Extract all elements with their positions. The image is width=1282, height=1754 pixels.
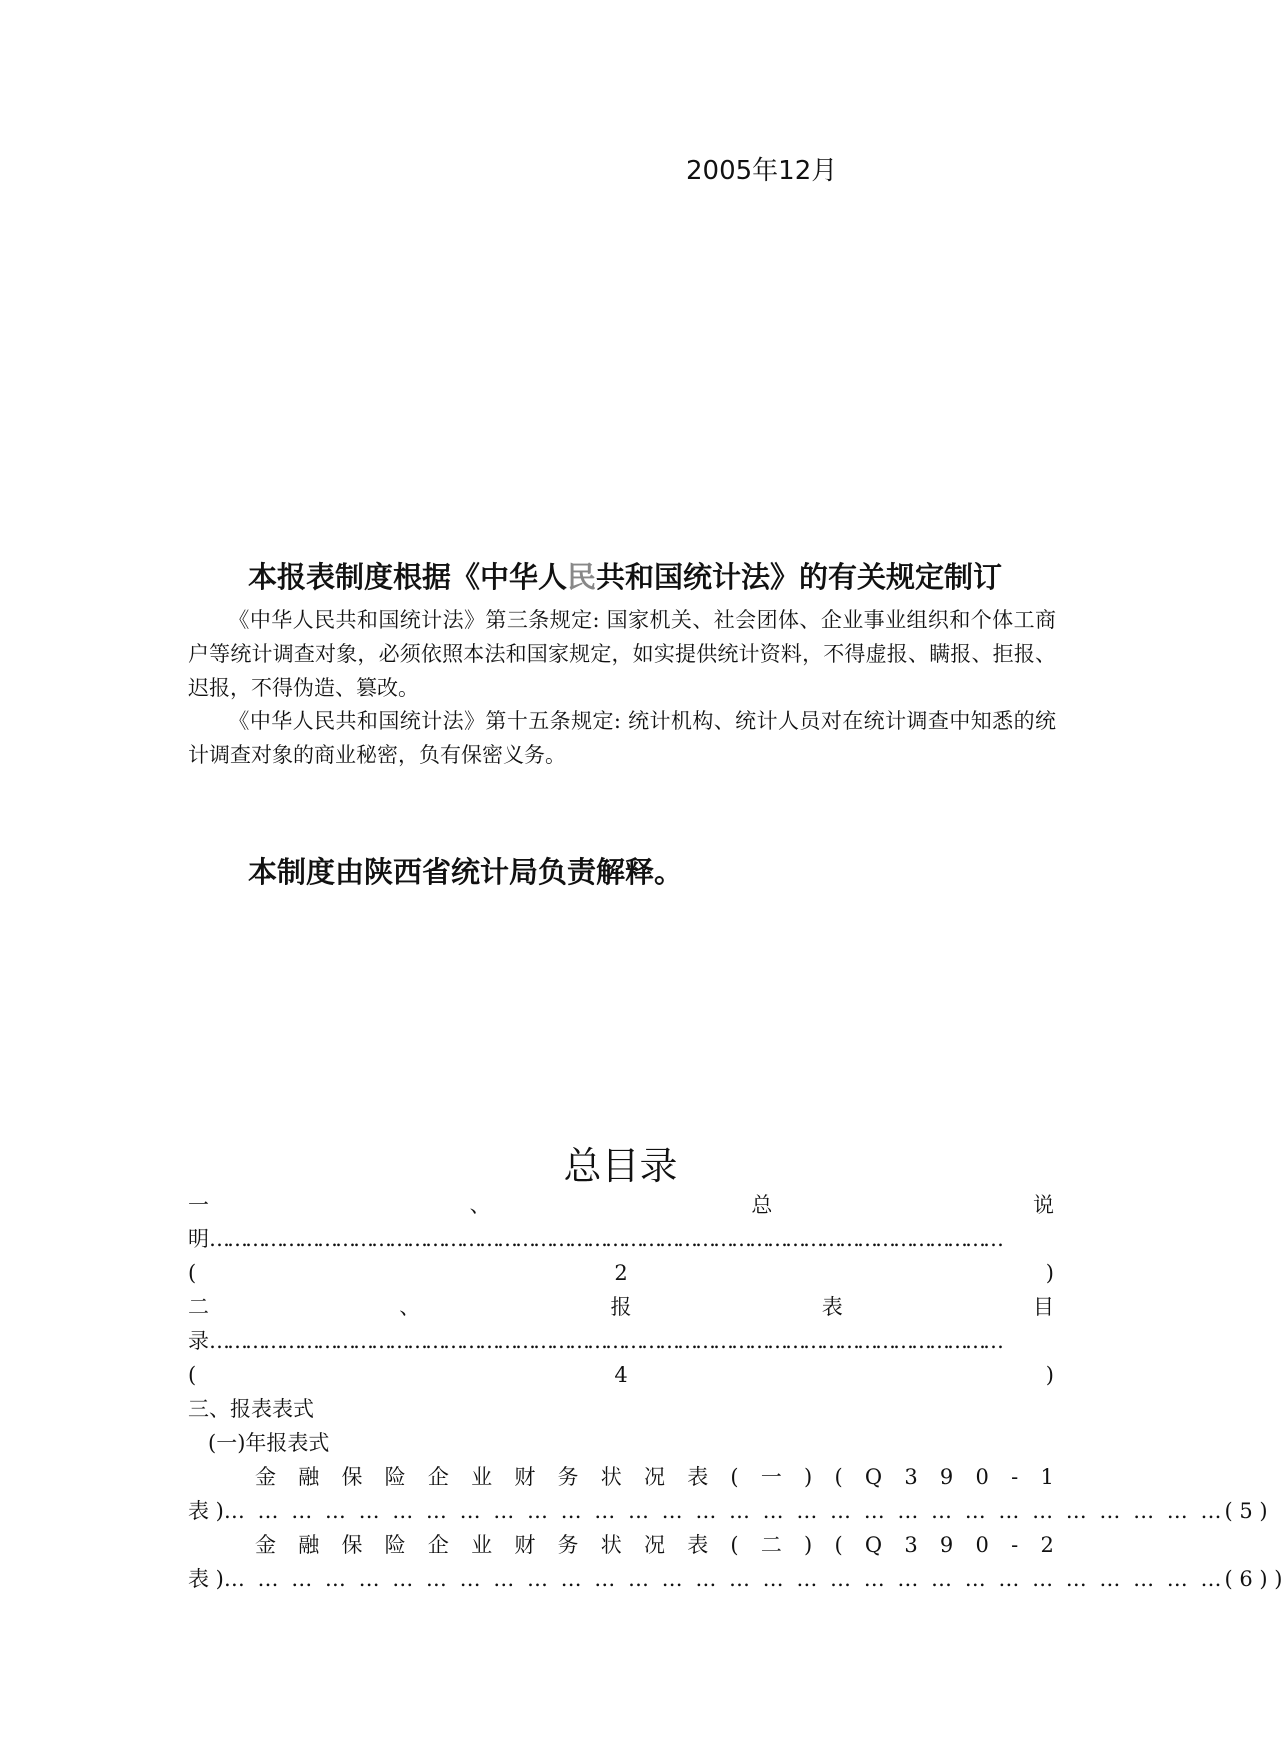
heading-part-2: 共和国统计法》的有关规定制订	[596, 560, 1003, 594]
toc-entry-q390-2-leader: 表 ) … … … … … … … … … … … … … … … … … … … … … … … … … … … … … … ( 6 ) )	[188, 1567, 1282, 1591]
interpretation-statement: 本制度由陕西省统计局负责解释。	[248, 855, 684, 889]
heading-part-1: 本报表制度根据《中华人	[248, 560, 568, 594]
toc-title: 总目录	[563, 1144, 678, 1188]
paragraph-text: 《中华人民共和国统计法》第三条规定: 国家机关、社会团体、企业事业组织和个体工商户等统计调查对象，必须依照本法和国家规定，如实提供统计资料，不得虚报、瞒报、拒报、迟报，不得伪造、篡改。	[188, 608, 1056, 700]
toc-subitem-annual-forms[interactable]: (一)年报表式	[208, 1431, 330, 1455]
toc-item-report-catalog[interactable]: 二 、 报 表 目	[188, 1295, 1054, 1319]
statistics-law-article-3	[188, 603, 1056, 705]
toc-item-report-forms[interactable]: 三、报表表式	[188, 1397, 314, 1421]
toc-item-general-description-page: ( 2 )	[188, 1261, 1054, 1285]
toc-item-general-description-leader: 明 ……………………………………………………………………………………………………………………	[188, 1227, 1001, 1251]
legal-basis-heading	[248, 555, 1002, 596]
toc-entry-q390-2[interactable]: 金 融 保 险 企 业 财 务 状 况 表 ( 二 ) ( Q 3 9 0 - 2	[255, 1533, 1054, 1557]
toc-item-report-catalog-leader: 录 ……………………………………………………………………………………………………………………	[188, 1329, 1001, 1353]
toc-item-report-catalog-page: ( 4 )	[188, 1363, 1054, 1387]
toc-item-general-description[interactable]: 一 、 总 说	[188, 1193, 1054, 1217]
toc-entry-q390-1-leader: 表 ) … … … … … … … … … … … … … … … … … … … … … … … … … … … … … … ( 5 )	[188, 1499, 1268, 1523]
statistics-law-article-15	[188, 704, 1056, 772]
report-date: 2005年12月	[686, 156, 838, 186]
paragraph-text: 《中华人民共和国统计法》第十五条规定: 统计机构、统计人员对在统计调查中知悉的统计调查对象的商业秘密，负有保密义务。	[188, 709, 1056, 767]
toc-entry-q390-1[interactable]: 金 融 保 险 企 业 财 务 状 况 表 ( 一 ) ( Q 3 9 0 - 1	[255, 1465, 1054, 1489]
heading-highlight: 民	[567, 560, 597, 594]
